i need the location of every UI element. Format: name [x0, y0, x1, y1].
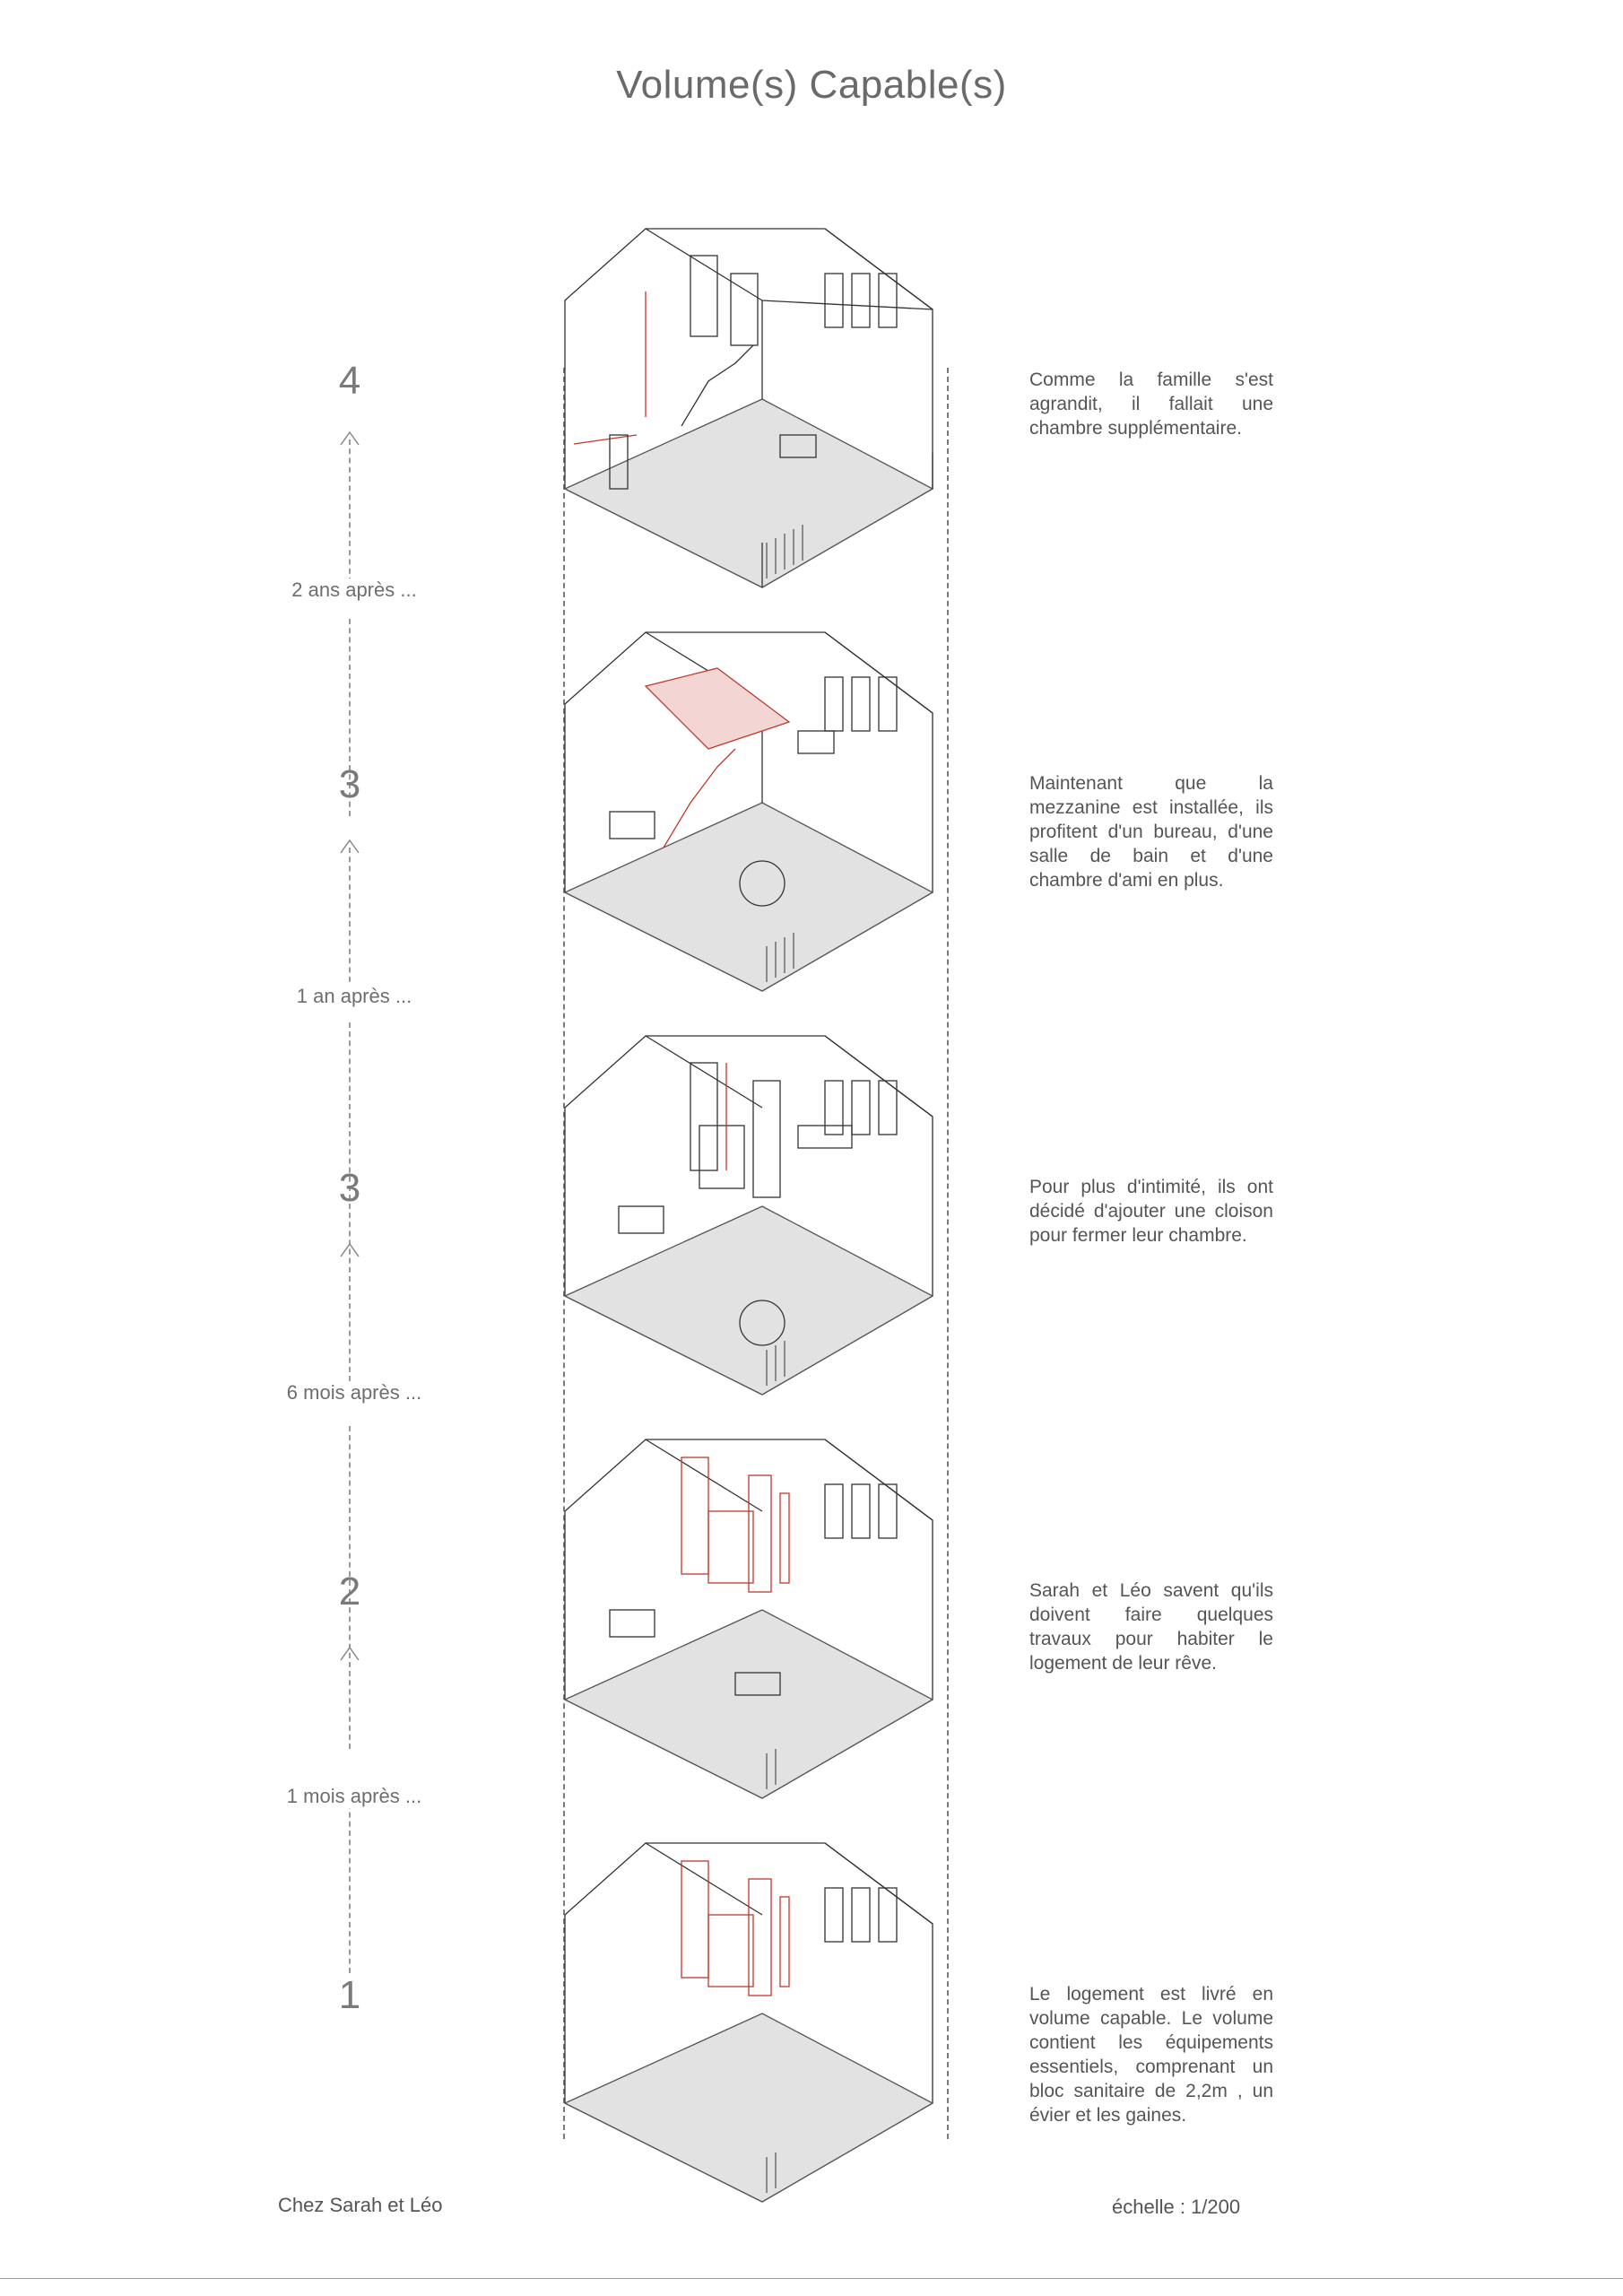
axonometric-diagram-step-2 [556, 1431, 950, 1807]
axonometric-diagram-step-3a [556, 1027, 950, 1404]
arrow-up-icon [339, 430, 360, 447]
interval-label: 6 mois après ... [224, 1381, 484, 1405]
step-description: Le logement est livré en volume capable. Le volume contient les équipements essentiels, comprenant un bloc sanitaire de 2,2m , un évier et les gaines. [1029, 1984, 1273, 2126]
step-description: Sarah et Léo savent qu'ils doivent faire quelques travaux pour habiter le logement de leur rêve. [1029, 1580, 1273, 1674]
arrow-up-icon [339, 1646, 360, 1662]
step-number: 4 [338, 359, 361, 403]
interval-label: 1 an après ... [224, 985, 484, 1008]
axonometric-diagram-step-1 [556, 1834, 950, 2211]
footer-project-name: Chez Sarah et Léo [278, 2194, 443, 2216]
arrow-up-icon [339, 1242, 360, 1258]
timeline-line [349, 439, 351, 583]
axonometric-diagram-step-4 [556, 220, 950, 596]
axonometric-diagram-step-3b [556, 623, 950, 1000]
step-number: 1 [338, 1973, 361, 2017]
timeline-line [349, 1785, 351, 1973]
step-number: 2 [338, 1570, 361, 1613]
arrow-up-icon [339, 839, 360, 855]
interval-label: 2 ans après ... [224, 578, 484, 602]
interval-label: 1 mois après ... [224, 1785, 484, 1808]
step-description: Maintenant que la mezzanine est installée, ils profitent d'un bureau, d'une salle de bain et d'une chambre d'ami en plus. [1029, 773, 1273, 891]
step-description: Pour plus d'intimité, ils ont décidé d'ajouter une cloison pour fermer leur chambre. [1029, 1177, 1273, 1246]
timeline-line [349, 848, 351, 991]
bottom-divider [0, 2278, 1623, 2279]
step-number: 3 [338, 762, 361, 806]
step-number: 3 [338, 1166, 361, 1210]
footer-scale: échelle : 1/200 [1112, 2196, 1241, 2218]
page-title: Volume(s) Capable(s) [616, 63, 1007, 107]
step-description: Comme la famille s'est agrandit, il fallait une chambre supplémentaire. [1029, 370, 1273, 439]
